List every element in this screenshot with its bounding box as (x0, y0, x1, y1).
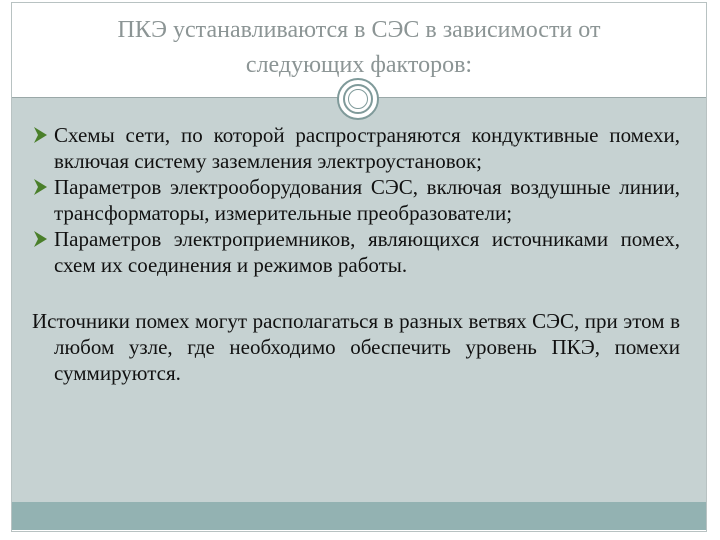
footer-band (12, 502, 706, 530)
title-line-1: ПКЭ устанавливаются в СЭС в зависимости от (117, 17, 601, 43)
bullet-text: Схемы сети, по которой распространяются кондуктивные помехи, включая систему заземления электроустановок; (54, 123, 680, 173)
slide-content (32, 122, 680, 386)
title-line-2: следующих факторов: (245, 52, 473, 78)
bullet-text: Параметров электрооборудования СЭС, включая воздушные линии, трансформаторы, измерительные преобразователи; (54, 175, 680, 225)
bullet-item (32, 122, 680, 174)
bullet-item (32, 226, 680, 278)
bullet-item (32, 174, 680, 226)
arrow-bullet-icon (32, 229, 50, 249)
slide-title (12, 13, 706, 83)
arrow-bullet-icon (32, 125, 50, 145)
circle-ornament-icon (337, 78, 379, 120)
arrow-bullet-icon (32, 177, 50, 197)
summary-paragraph: Источники помех могут располагаться в разных ветвях СЭС, при этом в любом узле, где необходимо обеспечить уровень ПКЭ, помехи суммируются. (32, 309, 680, 385)
bullet-text: Параметров электроприемников, являющихся источниками помех, схем их соединения и режимов работы. (54, 227, 680, 277)
